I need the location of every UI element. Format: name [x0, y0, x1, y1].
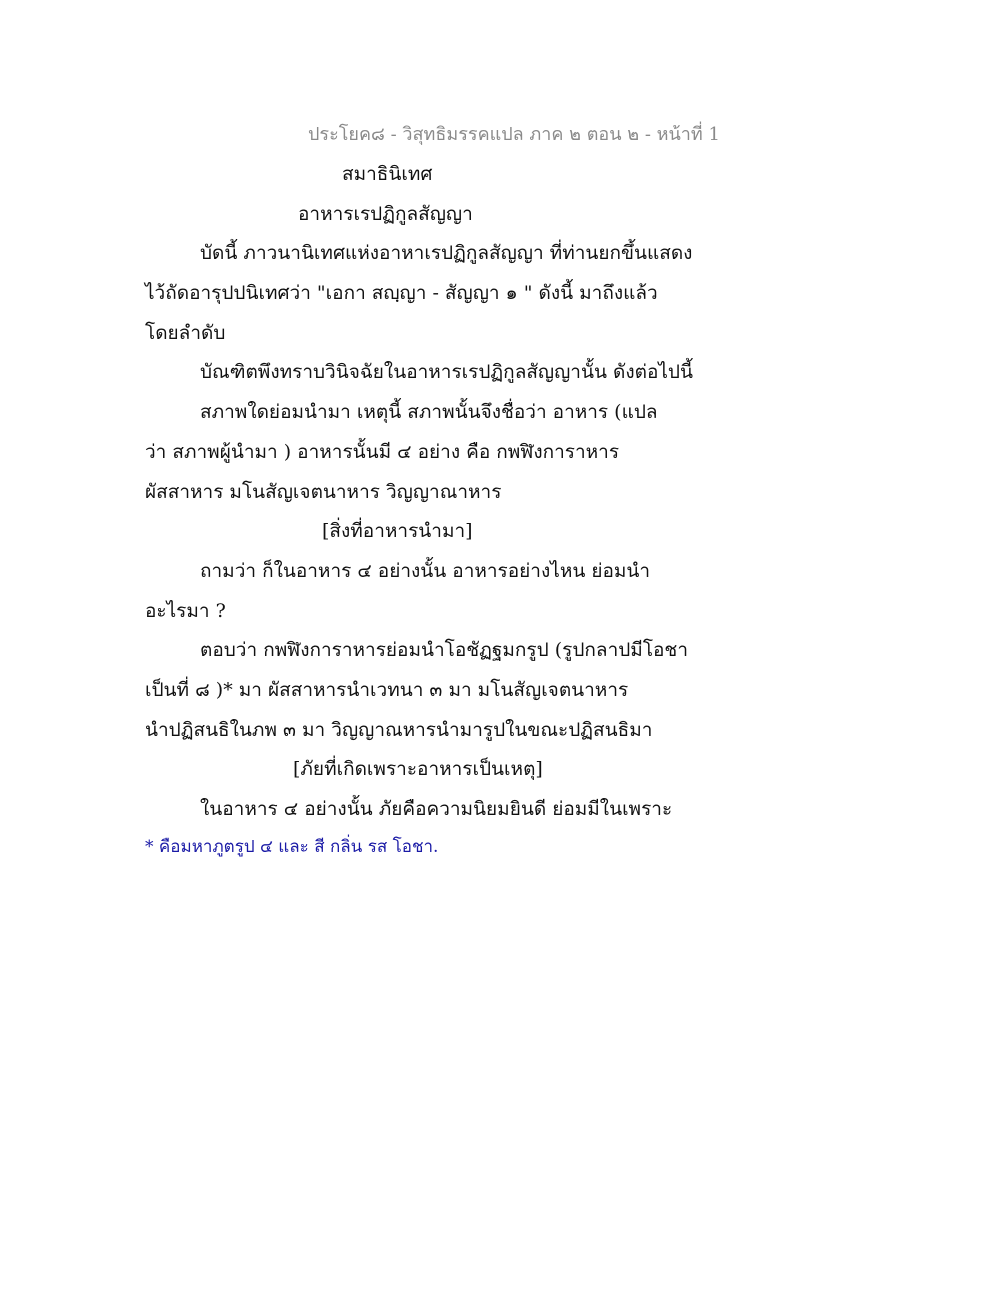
body-line: นำปฏิสนธิในภพ ๓ มา วิญญาณหารนำมารูปในขณะปฏิสนธิมา: [145, 719, 653, 741]
body-line: ในอาหาร ๔ อย่างนั้น ภัยคือความนิยมยินดี ย่อมมีในเพราะ: [200, 798, 673, 820]
body-line: ผัสสาหาร มโนสัญเจตนาหาร วิญญาณาหาร: [145, 481, 502, 503]
footnote: * คือมหาภูตรูป ๔ และ สี กลิ่น รส โอชา.: [145, 837, 439, 857]
body-line: อะไรมา ?: [145, 600, 226, 622]
body-line: โดยลำดับ: [145, 322, 226, 344]
body-line: ไว้ถัดอารุปปนิเทศว่า "เอกา สญฺญา - สัญญา ๑ " ดังนี้ มาถึงแล้ว: [145, 282, 658, 304]
section-heading: [สิ่งที่อาหารนำมา]: [322, 520, 473, 542]
section-title: สมาธินิเทศ: [342, 163, 433, 185]
body-line: บัณฑิตพึงทราบวินิจฉัยในอาหารเรปฏิกูลสัญญานั้น ดังต่อไปนี้: [200, 361, 693, 383]
body-line: ถามว่า ก็ในอาหาร ๔ อย่างนั้น อาหารอย่างไหน ย่อมนำ: [200, 560, 651, 582]
body-line: บัดนี้ ภาวนานิเทศแห่งอาหาเรปฏิกูลสัญญา ที่ท่านยกขึ้นแสดง: [200, 242, 693, 264]
running-head: ประโยค๘ - วิสุทธิมรรคแปล ภาค ๒ ตอน ๒ - หน้าที่ 1: [308, 124, 720, 145]
subsection-title: อาหารเรปฏิกูลสัญญา: [298, 203, 473, 225]
body-line: ตอบว่า กพฬิงการาหารย่อมนำโอชัฏฐมกรูป (รูปกลาปมีโอชา: [200, 639, 688, 661]
section-heading: [ภัยที่เกิดเพราะอาหารเป็นเหตุ]: [293, 758, 543, 780]
body-line: สภาพใดย่อมนำมา เหตุนี้ สภาพนั้นจึงชื่อว่า อาหาร (แปล: [200, 401, 658, 423]
body-line: ว่า สภาพผู้นำมา ) อาหารนั้นมี ๔ อย่าง คือ กพฬิงการาหาร: [145, 441, 620, 463]
body-line: เป็นที่ ๘ )* มา ผัสสาหารนำเวทนา ๓ มา มโนสัญเจตนาหาร: [145, 679, 629, 701]
